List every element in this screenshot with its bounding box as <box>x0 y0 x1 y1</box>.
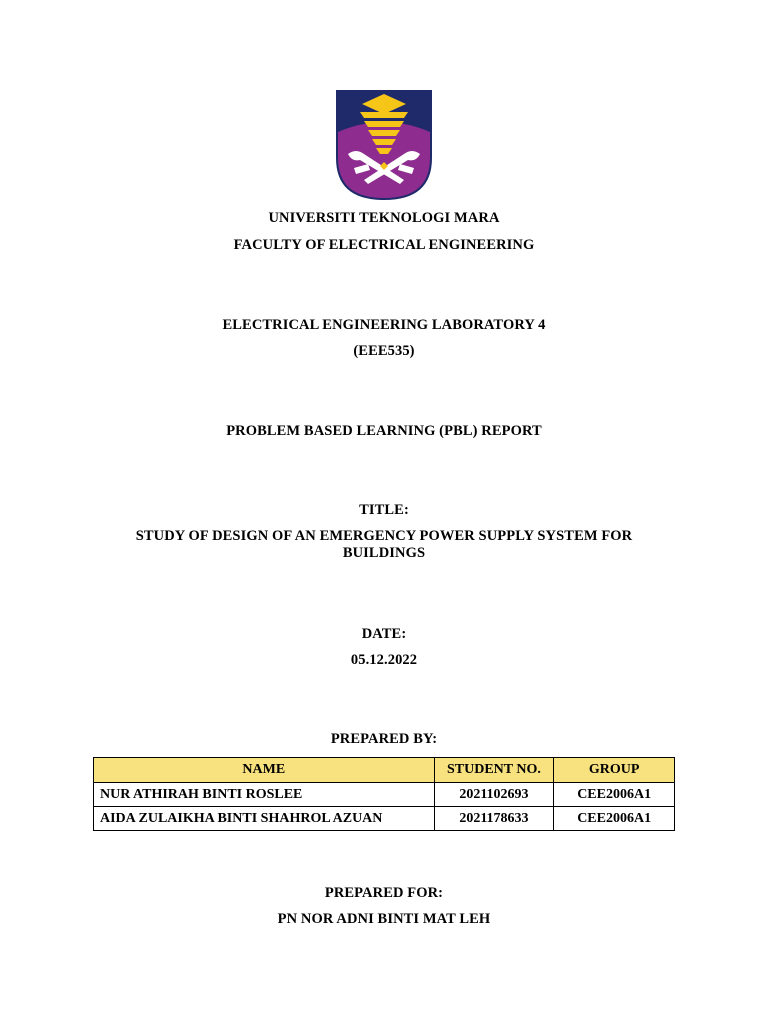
lecturer-name: PN NOR ADNI BINTI MAT LEH <box>277 911 491 927</box>
faculty-name: FACULTY OF ELECTRICAL ENGINEERING <box>233 237 535 253</box>
table-row <box>94 807 675 831</box>
table-header-row <box>94 758 675 783</box>
member-group: CEE2006A1 <box>554 807 675 831</box>
report-title-line-1: STUDY OF DESIGN OF AN EMERGENCY POWER SUPPLY SYSTEM FOR <box>135 528 633 544</box>
column-header-student-no: STUDENT NO. <box>434 758 554 783</box>
date-value: 05.12.2022 <box>350 652 418 668</box>
university-name: UNIVERSITI TEKNOLOGI MARA <box>268 210 500 226</box>
title-label: TITLE: <box>359 502 409 518</box>
prepared-for-label: PREPARED FOR: <box>324 885 444 901</box>
member-student-no: 2021102693 <box>434 783 554 807</box>
column-header-group: GROUP <box>554 758 675 783</box>
members-table <box>93 757 675 831</box>
member-name: AIDA ZULAIKHA BINTI SHAHROL AZUAN <box>94 807 435 831</box>
report-type: PROBLEM BASED LEARNING (PBL) REPORT <box>226 423 542 439</box>
member-name: NUR ATHIRAH BINTI ROSLEE <box>94 783 435 807</box>
member-group: CEE2006A1 <box>554 783 675 807</box>
course-name: ELECTRICAL ENGINEERING LABORATORY 4 <box>222 317 546 333</box>
date-label: DATE: <box>361 626 407 642</box>
report-title-line-2: BUILDINGS <box>342 545 426 561</box>
uitm-crest-icon <box>334 88 434 202</box>
prepared-by-label: PREPARED BY: <box>330 731 438 747</box>
column-header-name: NAME <box>94 758 435 783</box>
member-student-no: 2021178633 <box>434 807 554 831</box>
table-row <box>94 783 675 807</box>
course-code: (EEE535) <box>353 343 415 359</box>
